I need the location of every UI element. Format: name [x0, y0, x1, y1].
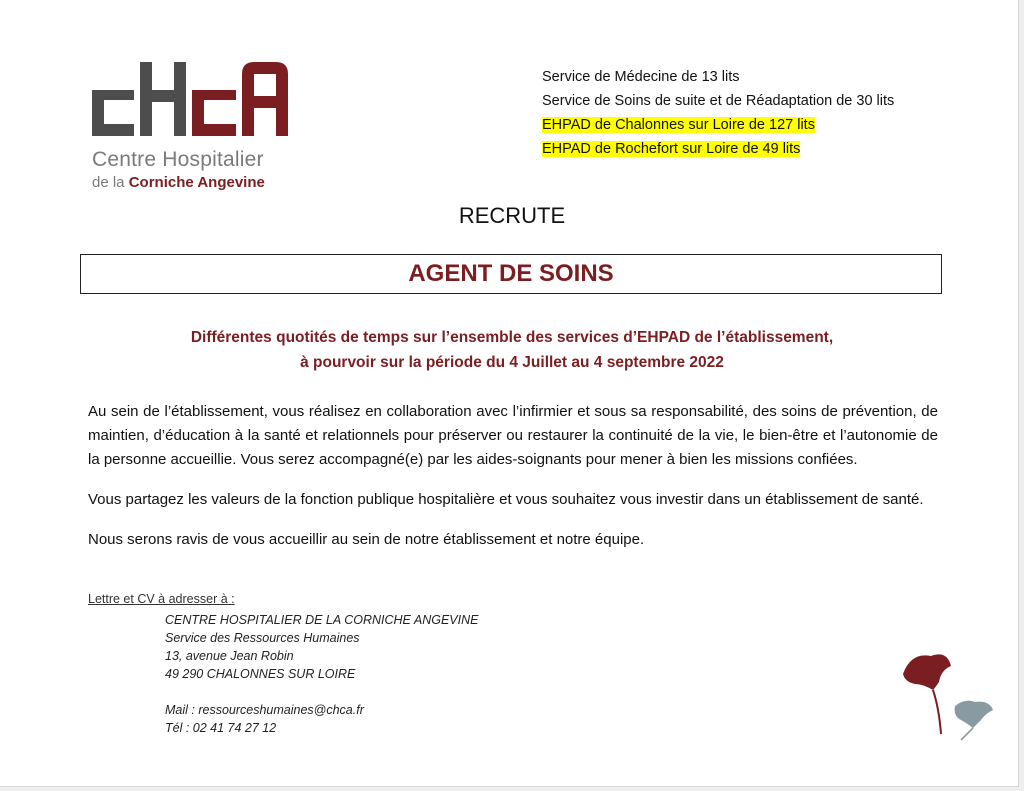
description-paragraph: Nous serons ravis de vous accueillir au sein de notre établissement et notre équipe.: [88, 531, 645, 548]
ginkgo-leaves-icon: [893, 648, 998, 743]
job-title-box: [80, 254, 942, 294]
contact-mail: Mail : ressourceshumaines@chca.fr: [165, 703, 364, 717]
logo-name-line2: [92, 174, 265, 191]
job-description: [88, 400, 938, 568]
contact-label: Lettre et CV à adresser à :: [88, 592, 235, 606]
contact-street: 13, avenue Jean Robin: [165, 649, 294, 663]
logo-name-bold: Corniche Angevine: [128, 174, 265, 191]
logo-name-line1: Centre Hospitalier: [92, 148, 264, 171]
contact-address: [165, 611, 478, 737]
contact-org: CENTRE HOSPITALIER DE LA CORNICHE ANGEVINE: [165, 613, 479, 627]
logo-name-prefix: de la: [92, 174, 125, 191]
job-title: AGENT DE SOINS: [408, 260, 614, 287]
recruit-heading: RECRUTE: [458, 203, 566, 228]
contact-department: Service des Ressources Humaines: [165, 631, 360, 645]
services-list: [542, 67, 894, 163]
subtitle-line2: à pourvoir sur la période du 4 Juillet au 4 septembre 2022: [300, 354, 724, 371]
service-item-highlighted: EHPAD de Rochefort sur Loire de 49 lits: [542, 141, 801, 157]
chca-logo: [90, 60, 295, 195]
job-subtitle: [0, 325, 1024, 375]
contact-city: 49 290 CHALONNES SUR LOIRE: [165, 667, 356, 681]
subtitle-line1: Différentes quotités de temps sur l’ensemble des services d’EHPAD de l’établissement,: [190, 329, 834, 346]
description-paragraph: Au sein de l’établissement, vous réalisez en collaboration avec l’infirmier et sous sa responsabilité, des soins de prévention, de maintien, d’éducation à la santé et relationnels pour préserver ou restaurer la continuité de la vie, le bien-être et l’autonomie de la personne accueillie. Vous serez accompagné(e) par les aides-soignants pour mener à bien les missions confiées.: [88, 403, 938, 468]
service-item: Service de Soins de suite et de Réadaptation de 30 lits: [542, 93, 895, 109]
service-item: Service de Médecine de 13 lits: [542, 69, 740, 85]
description-paragraph: Vous partagez les valeurs de la fonction publique hospitalière et vous souhaitez vous investir dans un établissement de santé.: [88, 491, 924, 508]
contact-phone: Tél : 02 41 74 27 12: [165, 721, 277, 735]
chca-logo-mark: [90, 60, 290, 140]
service-item-highlighted: EHPAD de Chalonnes sur Loire de 127 lits: [542, 117, 815, 133]
